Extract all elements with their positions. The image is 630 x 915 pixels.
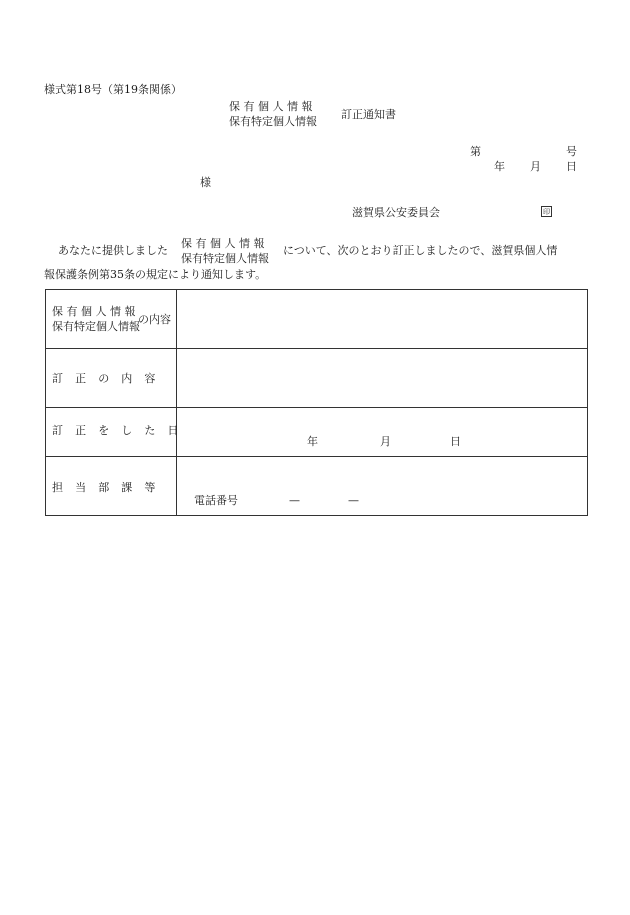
phone-dash-2: — bbox=[348, 494, 359, 507]
label-cell-info-content bbox=[46, 290, 177, 349]
table-row-correction-date bbox=[46, 408, 588, 457]
body-info-line-2: 保有特定個人情報 bbox=[181, 252, 269, 265]
body-info-line-1: 保 有 個 人 情 報 bbox=[181, 237, 265, 250]
recipient-honorific: 様 bbox=[200, 176, 211, 189]
body-after: について、次のとおり訂正しましたので、滋賀県個人情 bbox=[283, 244, 558, 257]
phone-dash-1: — bbox=[289, 494, 300, 507]
sender-name: 滋賀県公安委員会 bbox=[352, 206, 440, 219]
date-month: 月 bbox=[530, 160, 541, 173]
label-cell-correction-content bbox=[46, 349, 177, 408]
table-row-info-content bbox=[46, 290, 588, 349]
value-cell-correction-content[interactable] bbox=[177, 349, 588, 408]
body-lead: あなたに提供しました bbox=[58, 244, 168, 257]
value-cell-info-content[interactable] bbox=[177, 290, 588, 349]
title-line-2: 保有特定個人情報 bbox=[229, 115, 317, 128]
title-suffix: 訂正通知書 bbox=[341, 108, 396, 121]
phone-label: 電話番号 bbox=[194, 494, 238, 507]
title-line-1: 保 有 個 人 情 報 bbox=[229, 100, 313, 113]
doc-number-prefix: 第 bbox=[470, 145, 481, 158]
form-table bbox=[45, 289, 588, 516]
table-row-correction-content bbox=[46, 349, 588, 408]
doc-number-suffix: 号 bbox=[566, 145, 577, 158]
body-line-2: 報保護条例第35条の規定により通知します。 bbox=[44, 268, 267, 281]
form-number: 様式第18号（第19条関係） bbox=[44, 83, 182, 96]
correction-date-year: 年 bbox=[307, 435, 318, 448]
value-cell-department[interactable] bbox=[177, 457, 588, 516]
label-info-suffix: の内容 bbox=[138, 313, 171, 326]
label-correction-content: 訂 正 の 内 容 bbox=[52, 372, 156, 385]
date-year: 年 bbox=[494, 160, 505, 173]
date-day: 日 bbox=[566, 160, 577, 173]
value-cell-correction-date[interactable] bbox=[177, 408, 588, 457]
label-cell-correction-date bbox=[46, 408, 180, 457]
table-row-department bbox=[46, 457, 588, 516]
correction-date-day: 日 bbox=[450, 435, 461, 448]
seal-label: 印 bbox=[543, 208, 550, 216]
label-correction-date: 訂 正 を し た 日 bbox=[52, 424, 180, 437]
seal-mark bbox=[541, 206, 552, 217]
label-cell-department bbox=[46, 457, 177, 516]
label-info-line-1: 保 有 個 人 情 報 bbox=[52, 305, 136, 318]
correction-date-month: 月 bbox=[380, 435, 391, 448]
label-department: 担 当 部 課 等 bbox=[52, 481, 156, 494]
label-info-line-2: 保有特定個人情報 bbox=[52, 320, 140, 333]
